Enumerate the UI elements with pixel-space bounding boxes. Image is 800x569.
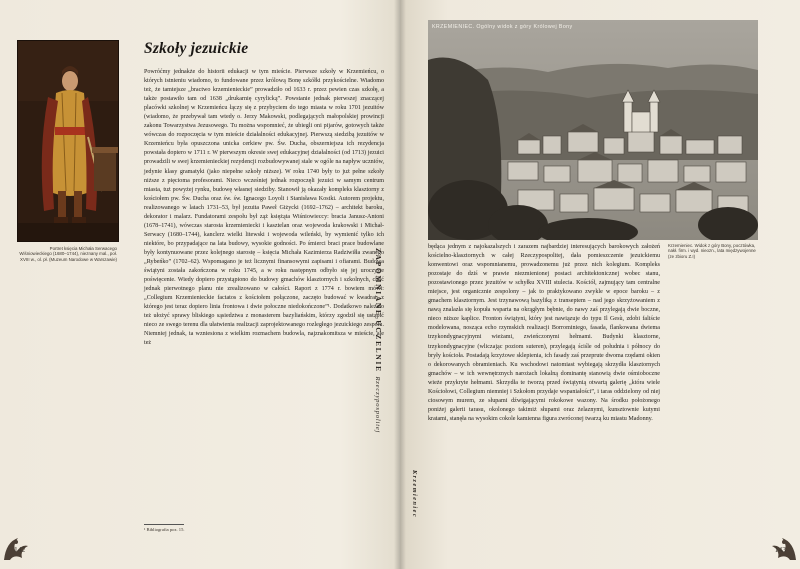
spine-title-main: ZAPOMNIANE UCZELNIE bbox=[374, 248, 383, 373]
footnote: ¹ Bibliografia poz. 15. bbox=[144, 527, 185, 532]
town-panorama-icon bbox=[428, 20, 758, 240]
spine-label-text: Krzemieniec bbox=[411, 470, 418, 519]
gutter-shadow bbox=[394, 0, 406, 569]
portrait-caption: Portret księcia Michała Serwacego Wiśniowieckiego (1680–1744), nieznany mal., poł. XVIII w., ol. pł. (Muzeum Narodowe w Warszawie) bbox=[19, 246, 117, 262]
footnote-rule bbox=[144, 524, 184, 525]
right-paragraph: będąca jednym z najokazalszych i zarazem najbardziej interesujących barokowych założeń kościelno-klasztornych w całej Rzeczypospolitej, dała pomieszczenie jezuickiemu konwentowi oraz wspomnianemu, prowadzonemu już przez nich kolegium. Kompleks pozostaje do dziś w prawie niezmienionej postaci architektonicznej wobec stanu, pozostawionego przez jezuitów w schyłku XVIII stulecia. Kościół, zajmujący tam centralne miejsce, jest organicznie zespolony – jak to praktykowano zwykle w epoce baroku – z gmachem klasztornym. Jest trzynawową bazyliką z transeptem – nad jego skrzyżowaniem z nawą znalazła się kopuła wsparta na okrągłym bębnie, do nawy zaś przylegają dwie boczne, nieco niższe kaplice. Fronton świątyni, który jest nawiązuje do typu Il Gesù, zdobi faliście modelowana, nosząca echo rzymskich realizacji Borrominiego, fasada, flankowana dwiema trzykondygnacyjnymi wieżami, zwieńczonymi hełmami. Budynki klasztorne, trzykondygnacyjne (wliczając poziom suteren), przylegają ściśle od południa i północy do bryły kościoła. Postadają krzyżowe sklepienia, ich fasady zaś przeprute dwoma rzędami okien o dekorowanych obramieniach. Ku wschodowi natomiast wybiegają skrzydła klasztornych gmachów – w ich wewnętrznych narożach lokalną dominantę stanowią dwie ośmioboczne wieże przykryte hełmami. Skrzydła te tworzą przed świątynią otwartą galerię „która wiele Kościołowi, Collegium niemniej i Szkołom przydaje wspaniałości”, i taras oddzielony od niej ciosowym murem, ze słupami dźwigającymi rokokowe wazony. Na środku położonego poniżej galerii tarasu, okolonego takimiż słupami oraz żelaznymi, kunsztownie kutymi kratami, stanęła na wysokim cokole kamienna figura zwróconej twarzą ku miastu Madonny. bbox=[428, 244, 660, 422]
portrait-figure-icon bbox=[18, 41, 118, 241]
photo-title: KRZEMIENIEC. Ogólny widok z góry Królowej Bony bbox=[432, 24, 573, 30]
page-number-right: 143 bbox=[774, 545, 786, 554]
left-paragraph: Powróćmy jednakże do historii edukacji w tym mieście. Pierwsze szkoły w Krzemieńcu, o których istnieniu wiadomo, to fundowane przez królową Bonę szkółki przykościelne. Wiadomo też, że tamtejsze „bractwo krzemienieckie” prowadziło od 1633 r. przez pewien czas szkołę, a także postawiło tam od 1638 „drukarnię cyrylicką”. Powstanie jednak pierwszej znaczącej placówki szkolnej w Krzemieńcu łączy się z przybyciem do tego miasta w roku 1701 jezuitów (wiadomo, że przebywał tam wtedy o. Jerzy Makowski, podlegających małopolskiej prowincji zakonu Towarzystwa Jezusowego. Tu można wspomnieć, że ubiegli oni pijarów, gotowych także wówczas do rozpoczęcia w tym mieście działalności edukacyjnej. Pierwszą siedzibą jezuitów w Krzemieńcu była opuszczona unicka cerkiew pw. Św. Ducha, obszerniejsza ich rezydencja powstała dopiero w 1711 r. W pierwszym okresie swej edukacyjnej działalności (od 1713) jezuici prowadzili w swej krzemienieckiej rezydencji rozbudowywanej stale w ogóle na napływ uczniów, jedynie klasy gramatyki (jako niepełne szkoły niższe). W roku 1740 były to już pełne szkoły niższe z pięcioma profesorami. Nieco wcześniej jednak rozpoczęli jezuici w samym centrum miasta, tuż powyżej rynku, budowę własnej siedziby. Stanowił ją okazały kompleks klasztorny z kościołem pw. Św. Ducha oraz św. św. Ignacego Loyoli i Stanisława Kostki. Autorem projektu, realizowanego w latach 1731–53, był jezuita Paweł Giżycki (1692–1762) – architekt baroku, dekorator i malarz. Fundatorami zespołu był ząż księżąta Wiśniowieccy: bracia Janusz-Antoni (1678–1741), wówczas starosta krzemieniecki i kasztelan oraz wojewoda krakowski i Michał-Serwacy (1680–1744), kanclerz wielki litewski i wojewoda wileński, by wymienić tylko ich niektóre, bo przypadające na lata budowy, wysokie godności. Po śmierci braci prace budowlane były kontynuowane przez kolejnego starostę – księcia Michała Kazimierza Radziwiłła zwanego „Rybeńko” (1702–62). Wspomagano je też licznymi finansowymi zapisami i ofiarami. Budowa świątyni została zakończona w roku 1745, a w roku następnym odbyło się jej uroczyste poświęcenie. Wiedy dopiero przystąpiono do budowy gmachów klasztornych i szkolnych, choć jednak pierwotnego planu nie zrealizowano w całości. Raport z 1774 r. bowiem mówi: „Collegium Krzemienieckie factatos z kościołem połączone, zaczęto budować w kwadrat, z którego jest teraz dopiero linia frontowa i dwie połoczne niedokończone”¹. Dodatkowo należało też ułożyć sprawy bliskiego sąsiedztwa z monasterem bazyliańskim, którzy zgodził się ustąpić nieco ze swego terenu dla ułatwienia realizacji zaprojektowanego rozległego jezuickiego zespołu. Niemniej jednak, ta wzniesiona z wielkim rozmachem budowla, najznakomitsza w mieście, ale też bbox=[144, 69, 384, 347]
portrait-image bbox=[17, 40, 119, 242]
page-number-left: 142 bbox=[14, 545, 26, 554]
right-body-text bbox=[428, 243, 660, 424]
chapter-title: Szkoły jezuickie bbox=[144, 40, 249, 57]
spine-title-sub: Rzeczypospolitej bbox=[374, 376, 381, 434]
town-photograph bbox=[428, 20, 758, 240]
left-body-text bbox=[144, 68, 384, 348]
photo-caption: Krzemieniec. Widok z góry Bony, pocztówka, nakł. firm. i wyd. nieozn., lata międzywojenne (ze zbioru Z.I) bbox=[668, 243, 756, 259]
